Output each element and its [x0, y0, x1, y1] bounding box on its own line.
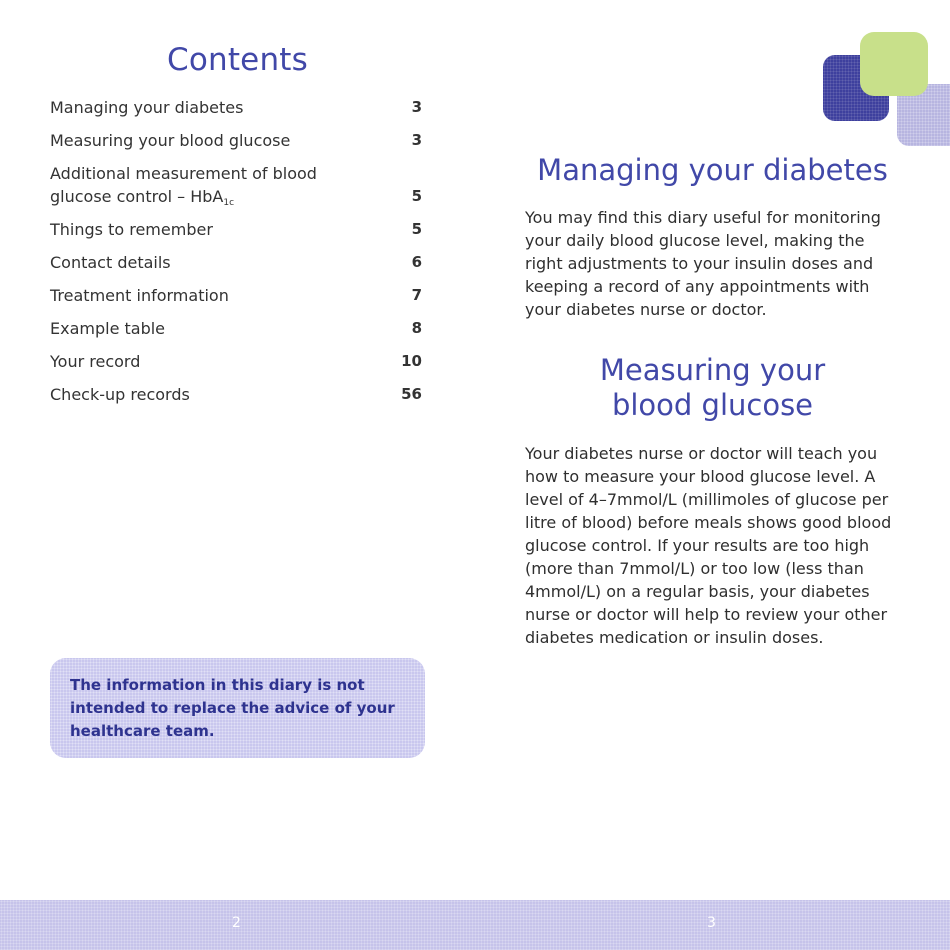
toc-item-label: Measuring your blood glucose	[50, 131, 291, 150]
toc-item[interactable]	[50, 284, 422, 307]
toc-item-label: Additional measurement of blood glucose control – HbA$_{1c}$	[50, 164, 317, 208]
toc-item[interactable]	[50, 350, 422, 373]
toc-item-label: Contact details	[50, 253, 171, 272]
managing-body: You may find this diary useful for monitoring your daily blood glucose level, making the right adjustments to your insulin doses and keeping a record of any appointments with your diabetes nurse or doctor.	[525, 208, 881, 319]
measuring-body: Your diabetes nurse or doctor will teach you how to measure your blood glucose level. A level of 4–7mmol/L (millimoles of glucose per litre of blood) before meals shows good blood glucose control. If your results are too high (more than 7mmol/L) or too low (less than 4mmol/L) on a regular basis, your diabetes nurse or doctor will help to review your other diabetes medication or insulin doses.	[525, 444, 892, 647]
toc-item-subscript: 1c	[223, 198, 235, 208]
toc-item-page: 3	[411, 131, 422, 149]
measuring-heading	[525, 353, 900, 423]
toc-item-label: Your record	[50, 352, 141, 371]
toc-item-page: 8	[411, 319, 422, 337]
table-of-contents	[50, 96, 422, 416]
toc-item[interactable]	[50, 96, 422, 119]
managing-heading: Managing your diabetes	[537, 153, 888, 187]
contents-title: Contents	[166, 42, 309, 78]
disclaimer-box: The information in this diary is not intended to replace the advice of your healthcare team.	[50, 658, 425, 758]
toc-item-label: Check-up records	[50, 385, 190, 404]
toc-item-page: 7	[411, 286, 422, 304]
toc-item-label: Managing your diabetes	[50, 98, 244, 117]
toc-item[interactable]	[50, 383, 422, 406]
toc-item-page: 3	[411, 98, 422, 116]
toc-item-label: Treatment information	[50, 286, 229, 305]
toc-item-page: 5	[411, 187, 422, 205]
measuring-heading-line2: blood glucose	[611, 388, 814, 422]
toc-item-page: 56	[401, 385, 422, 403]
green-square-decoration	[860, 32, 928, 96]
toc-item[interactable]	[50, 317, 422, 340]
toc-item-page: 10	[401, 352, 422, 370]
toc-item[interactable]	[50, 162, 422, 208]
toc-item-label: Example table	[50, 319, 166, 338]
page-number-left: 2	[232, 915, 241, 931]
measuring-heading-line1: Measuring your	[599, 353, 826, 387]
toc-item[interactable]	[50, 129, 422, 152]
page-number-right: 3	[707, 915, 716, 931]
toc-item[interactable]	[50, 251, 422, 274]
decorative-squares-graphic	[820, 30, 950, 150]
toc-item[interactable]	[50, 218, 422, 241]
toc-item-label: Things to remember	[50, 220, 213, 239]
toc-item-page: 6	[411, 253, 422, 271]
footer-band	[0, 900, 950, 950]
toc-item-page: 5	[411, 220, 422, 238]
